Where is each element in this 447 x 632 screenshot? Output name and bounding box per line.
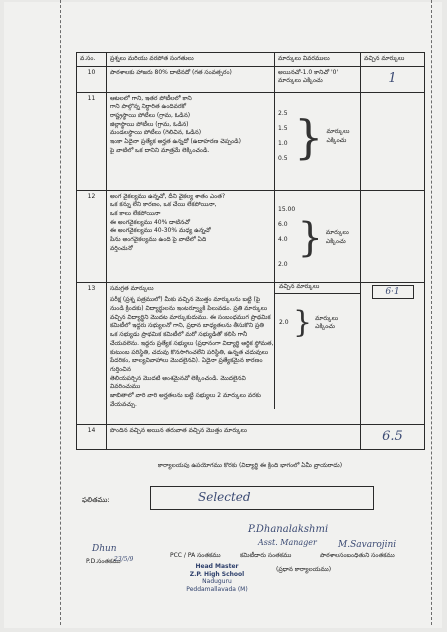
marks-option: 0.5 (278, 154, 288, 162)
stamp-line: Naduguru (202, 578, 232, 585)
received-marks-label: వచ్చిన మార్కులు (275, 283, 360, 295)
row-marks-details (275, 92, 361, 190)
row-criteria (107, 190, 275, 282)
marks-option: 2.0 (278, 319, 289, 327)
table-header-row (77, 53, 425, 67)
criteria-line: ఈ అంగవైకల్యము 40% దాటినచో (110, 218, 191, 226)
pd-date: 23/5/9 (114, 556, 134, 563)
criteria-line: వచ్చిన విద్యార్థిని మొదట మార్కుకుదుము. ఈ సంబంధముగ ప్రాథమిక (110, 313, 271, 321)
criteria-line: ఈ అంగవైకల్యము 40-30% మధ్య ఉన్నచో (110, 227, 211, 235)
marks-option: 1.5 (278, 124, 288, 132)
member-signature-label: పాఠశాలసంబంధితుని సంతకము (320, 552, 395, 559)
result-box (150, 486, 374, 510)
stamp-line: Peddamallavada (M) (186, 585, 248, 593)
marks-option: 15.00 (278, 205, 296, 213)
criteria-line: ఒక సభ్యుడు ప్రాథమిక కమిటీలో మరో సభ్యుడితో కలిసి గానీ (110, 331, 248, 339)
criteria-line: వేయవచ్చు. (110, 400, 137, 408)
criteria-line: నుండి క్రిందకు) విద్యార్థులను ఇంటర్వ్యూకి పిలువడం. ప్రతి మార్కులు (110, 305, 268, 313)
officer-signature: P.Dhanalakshmi (248, 524, 329, 535)
criteria-line: అంగ వైకల్యము ఉన్నచో, దీని వైకల్య శాతం ఎంత? (110, 192, 226, 200)
criteria-line: పై వాటిలో ఒక దానిని మాత్రమే లెక్కించండి. (110, 146, 210, 154)
pd-signature-label: P.D.సంతకము (86, 558, 121, 565)
table-row (77, 66, 425, 92)
row-number: 14 (77, 424, 107, 449)
criteria-line: జాబితాలో వారి వారి అర్హతలను బట్టి సభ్యులు 2 మార్కులు వరకు (110, 391, 261, 399)
row-marks-details (275, 190, 361, 282)
criteria-line: మండలస్థాయి పోటీలు (గెలిచిన, ఓడిన) (110, 129, 202, 137)
criteria-line: ఒక కన్ను లేని కారణం, ఒక చేయి లేకపోయినా, (110, 201, 217, 209)
school-stamp (176, 562, 258, 608)
table-row (77, 282, 425, 424)
brace-icon: } (297, 214, 323, 261)
criteria-line: రాష్ట్రస్థాయి పోటీలు (గ్రామ, ఓడిన) (110, 112, 191, 120)
row-number: 13 (77, 282, 107, 424)
marks-option: 6.0 (278, 220, 288, 228)
row-criteria (107, 282, 361, 424)
table-row (77, 92, 425, 190)
office-use-note: కార్యాలయపు ఉపయోగము కొరకు (విద్యార్థి ఈ క్రింది భాగంలో ఏమీ వ్రాయరాదు) (157, 462, 343, 469)
col-header-criteria: ప్రశ్నలు మరియు వరపోత సంగతులు (107, 53, 275, 67)
criteria-line: ఆటలలో గాని, ఇతర పోటీలలో కాని (110, 94, 192, 102)
marks-entry-label: మార్కులు ఎక్కించు (326, 128, 350, 144)
evaluation-table (76, 52, 425, 450)
criteria-line: పిను అంగవైకల్యము ఉంది పై వాటిలో ఏది (110, 236, 207, 244)
row-marks-details: అయినచో-1.0 కానిచో '0' మార్కులు ఎక్కించు (275, 66, 361, 92)
stamp-line: Head Master (195, 563, 239, 570)
col-header-marks-details: మార్కులు వివరములు (275, 53, 361, 67)
criteria-line: ఒక కాలు లేకపోయినా (110, 210, 161, 218)
criteria-line: గాని పాల్గొన్న నిర్ధారిత ఉందివరకో (110, 103, 187, 111)
pcc-signature-label: PCC / PA సంతకము (170, 552, 221, 559)
criteria-line: పేదరికం, బాల్యవివాహాలు మొదలైనవి). ఏదైనా ప్రత్యేకమైన కారణం గుర్తించిన (110, 357, 263, 373)
criteria-line: కమిటీలో ఇద్దరు సభ్యులనో గాని, ప్రధాన బాధ్యతలను తీసుకొని ప్రతి (110, 322, 264, 330)
hm-office-label: (ప్రధాన కార్యాలయము) (276, 566, 332, 573)
criteria-line: పరీక్ష (ప్రశ్న పత్రములో) మీకు వచ్చిన మొత్తం మార్కులను బట్టి (పై (110, 296, 261, 304)
criteria-line: జిల్లాస్థాయి పోటీలు (గ్రామ, ఓడిన) (110, 120, 189, 128)
col-header-awarded: వచ్చిన మార్కులు (361, 53, 425, 67)
stamp-line: Z.P. High School (189, 570, 245, 578)
marks-option: 2.5 (278, 109, 288, 117)
row-awarded-marks: 1 (361, 66, 425, 92)
criteria-line: తెలియపర్చిన మొదటి అంశమైనవో లెక్కించండి. మొదలైనవి వివరించుము (110, 374, 246, 391)
table-row (77, 190, 425, 282)
criteria-line: ఇంకా ఏదైనా ప్రత్యేక అర్హత ఉన్నదో (ఉదాహరణ చెప్పండి) (110, 138, 241, 146)
row-awarded-marks (361, 92, 425, 190)
criteria-line: కుటుంబ పరిస్థితి, చదువు కొనసాగించలేని పరిస్థితి, ఉన్నత చదువులు (110, 348, 269, 356)
marks-entry-label: మార్కులు ఎక్కించు (325, 229, 349, 245)
criteria-line: వర్తించునో (110, 244, 133, 252)
table-row (77, 424, 425, 449)
row-awarded-marks: 6·1 (361, 282, 425, 424)
row-number: 11 (77, 92, 107, 190)
criteria-line: సమగ్రత మార్కులు (110, 284, 154, 292)
col-header-serial: వ.సం. (77, 53, 107, 67)
row-awarded-marks (361, 190, 425, 282)
marks-option: 2.0 (278, 260, 288, 268)
row-criteria (107, 92, 275, 190)
pd-signature: Dhun (92, 544, 117, 554)
result-label: ఫలితము: (82, 496, 110, 504)
marks-option: 4.0 (278, 235, 288, 243)
row-criteria: పాఠశాలకు హాజరు 80% దాటినదో (గత సంవత్సరం) (107, 66, 275, 92)
marks-option: 1.0 (278, 139, 288, 147)
row-number: 12 (77, 190, 107, 282)
officer-title: Asst. Manager (258, 538, 317, 547)
marks-entry-label: మార్కులు ఎక్కించు (315, 314, 339, 331)
criteria-line: చేయవలెను. ఇద్దరు ప్రత్యేక సభ్యులు (ప్రధానంగా విద్యార్థి ఆర్థిక స్థోమత, (110, 339, 274, 347)
row-criteria: పొందిన వచ్చిన అయిన తరువాత వచ్చిన మొత్తం మార్కులు (107, 424, 361, 449)
brace-icon: } (292, 305, 313, 341)
brace-icon: } (294, 109, 324, 164)
officer-signature-label: కమిటీదారు సంతకము (240, 552, 292, 559)
result-value: Selected (198, 490, 251, 504)
row-awarded-marks: 6.5 (361, 424, 425, 449)
row-number: 10 (77, 66, 107, 92)
member-signature: M.Savarojini (338, 540, 397, 550)
